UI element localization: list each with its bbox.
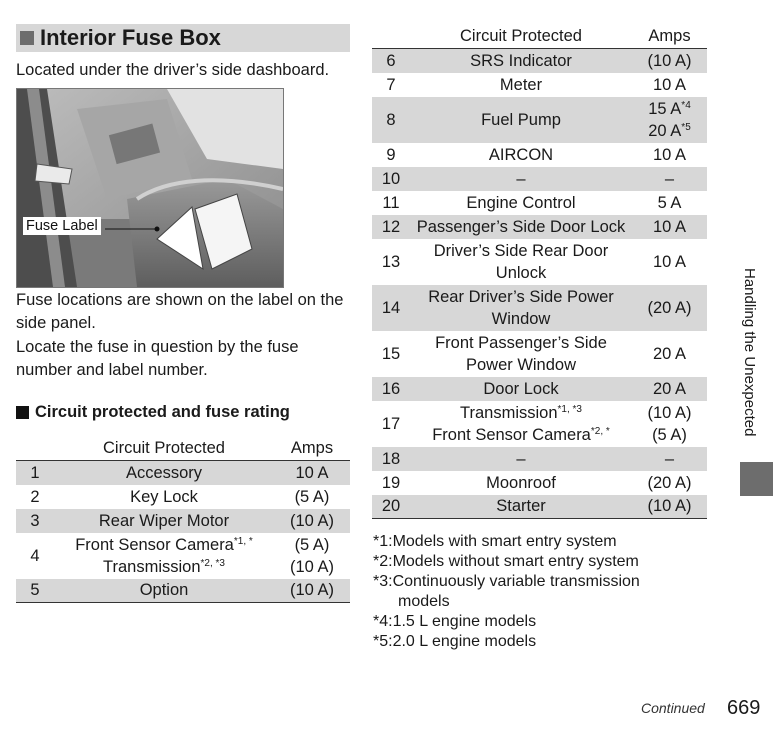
circuit-cell [410,167,632,191]
fuse-number: 12 [372,215,410,239]
fuse-number: 20 [372,495,410,519]
table-row [16,579,350,603]
amps-cell [632,239,707,285]
footnote-ref: *1, * [233,535,253,547]
section-title: Interior Fuse Box [40,25,221,50]
cell-line: (10 A) [647,403,692,422]
cell-line [632,120,707,142]
footnote-item: models [398,593,450,610]
table-row [372,143,707,167]
footnotes [373,532,640,652]
locate-fuse-text: Locate the fuse in question by the fuse number and label number. [16,338,299,379]
fuse-number: 11 [382,193,400,212]
amps-cell [632,495,707,519]
footnote-ref: *2, * [590,425,610,437]
circuit-cell [410,215,632,239]
cell-text: Transmission [103,557,201,576]
cell-line: Window [491,309,551,328]
cell-line: Power Window [465,355,577,374]
amps-cell [632,167,707,191]
cell-line: (20 A) [647,298,692,317]
cell-line: Driver’s Side Rear Door [433,241,609,260]
circuit-cell [410,191,632,215]
cell-line: Rear Driver’s Side Power [428,287,614,306]
cell-line [410,424,632,446]
cell-line: – [664,449,675,468]
cell-line: Starter [496,497,546,516]
fuse-number: 19 [381,473,401,492]
cell-text: Front Sensor Camera [432,425,591,444]
cell-line: 20 A [652,344,687,363]
amps-cell [632,401,707,447]
continued-label: Continued [641,700,705,716]
cell-text: Transmission [460,403,558,422]
footnote-ref: *5 [681,121,691,133]
cell-line: Unlock [495,263,547,282]
cell-line: (5 A) [294,487,330,506]
cell-line: – [664,169,675,188]
amps-cell [632,73,707,97]
fuse-number: 14 [372,285,410,331]
circuit-cell [54,461,274,485]
heading-square-icon [20,31,34,45]
circuit-cell [410,331,632,377]
cell-line: Fuel Pump [481,110,561,129]
table-header-row [16,436,350,461]
footnote-item: *2:Models without smart entry system [373,553,639,570]
circuit-cell [410,471,632,495]
cell-line: 10 A [652,252,687,271]
footnote-item: *4:1.5 L engine models [373,613,537,630]
table-row [16,509,350,533]
cell-line: (10 A) [289,581,335,600]
circuit-cell [410,285,632,331]
fuse-number: 15 [381,344,401,363]
circuit-cell [54,579,274,603]
cell-line: SRS Indicator [470,51,572,70]
footnote-item: *1:Models with smart entry system [373,533,617,550]
cell-line: Moonroof [486,473,556,492]
table-row [372,97,707,143]
header-no [372,24,410,49]
section-heading-bar [16,24,350,52]
circuit-cell [54,485,274,509]
amps-cell [632,331,707,377]
amps-cell [274,509,350,533]
footnote-ref: *2, *3 [200,557,225,569]
footnote-item: *3:Continuously variable transmission [373,573,640,590]
cell-line [54,534,274,556]
circuit-cell [410,49,632,73]
chapter-side-text: Handling the Unexpected [741,268,758,437]
circuit-cell [410,73,632,97]
table-row [372,215,707,239]
cell-line: (10 A) [289,511,335,530]
fuse-number: 8 [372,97,410,143]
cell-line: 20 A [652,379,687,398]
cell-line: Passenger’s Side Door Lock [416,217,626,236]
amps-cell [632,471,707,495]
cell-text: Front Sensor Camera [75,535,234,554]
cell-line [54,556,274,578]
fuse-number: 4 [30,546,40,565]
footnote-item: *5:2.0 L engine models [373,633,537,650]
page-number: 669 [727,697,761,719]
cell-line: AIRCON [488,145,554,164]
circuit-cell [410,495,632,519]
fuse-table-right [372,24,707,519]
header-amps: Amps [274,436,350,461]
cell-line: (5 A) [294,535,330,554]
circuit-cell [410,377,632,401]
circuit-cell [410,97,632,143]
cell-line: (5 A) [652,425,687,444]
fuse-number: 16 [372,377,410,401]
amps-cell [274,533,350,579]
table-row [372,471,707,495]
cell-line: – [516,449,526,468]
cell-text: 15 A [648,99,682,118]
table-row [16,461,350,485]
amps-cell [274,579,350,603]
amps-cell [632,377,707,401]
circuit-cell [410,239,632,285]
subheading [16,403,290,422]
footnote-ref: *4 [681,99,691,111]
circuit-cell [410,447,632,471]
table-row [372,167,707,191]
fuse-label-callout: Fuse Label [23,217,101,235]
header-no [16,436,54,461]
cell-line: Rear Wiper Motor [98,511,230,530]
amps-cell [632,143,707,167]
circuit-cell [410,143,632,167]
table-row [372,49,707,73]
fuse-number: 2 [30,487,40,506]
table-header-row [372,24,707,49]
fuse-number: 18 [372,447,410,471]
cell-line: (10 A) [289,557,335,576]
fuse-box-photo [16,88,284,288]
cell-line: 10 A [652,145,687,164]
cell-line: 10 A [295,463,329,482]
cell-line: (10 A) [647,497,692,516]
cell-line: Front Passenger’s Side [435,333,607,352]
amps-cell [632,49,707,73]
cell-line [632,98,707,120]
fuse-number: 17 [381,414,401,433]
cell-text: 20 A [648,121,682,140]
cell-line: 10 A [652,217,687,236]
cell-line [410,402,632,424]
fuse-number: 1 [16,461,54,485]
fuse-number: 5 [16,579,54,603]
amps-cell [632,215,707,239]
chapter-tab-marker [740,462,773,496]
table-row [372,285,707,331]
cell-line: Key Lock [130,487,198,506]
amps-cell [632,447,707,471]
footnote-ref: *1, *3 [557,403,582,415]
fuse-number: 6 [372,49,410,73]
circuit-cell [54,509,274,533]
fuse-number: 10 [372,167,410,191]
cell-line: Engine Control [466,193,576,212]
cell-line: Door Lock [483,379,559,398]
table-row [372,239,707,285]
cell-line: (10 A) [647,51,692,70]
amps-cell [274,485,350,509]
label-location-text: Fuse locations are shown on the label on the side panel. [16,291,344,332]
cell-line: 5 A [657,193,682,212]
amps-cell [632,97,707,143]
amps-cell [632,191,707,215]
table-row [372,401,707,447]
header-circuit: Circuit Protected [410,24,632,49]
table-row [372,447,707,471]
table-row [372,191,707,215]
cell-line: (20 A) [647,473,692,492]
cell-line: 10 A [652,75,687,94]
table-row [16,485,350,509]
chapter-side-label [740,268,760,458]
fuse-number: 3 [16,509,54,533]
table-row [372,331,707,377]
table-row [372,377,707,401]
amps-cell [632,285,707,331]
cell-line: – [516,169,526,188]
fuse-table-left [16,436,350,603]
subheading-text: Circuit protected and fuse rating [35,403,290,421]
table-row [16,533,350,579]
cell-line: Meter [499,75,543,94]
header-amps: Amps [632,24,707,49]
cell-line: Option [139,581,189,600]
fuse-number: 9 [386,145,396,164]
dashboard-illustration [17,89,283,287]
fuse-number: 13 [381,252,401,271]
table-row [372,73,707,97]
amps-cell [274,461,350,485]
circuit-cell [54,533,274,579]
subheading-square-icon [16,406,29,419]
circuit-cell [410,401,632,447]
intro-text: Located under the driver’s side dashboard. [16,61,330,79]
table-row [372,495,707,519]
fuse-number: 7 [386,75,396,94]
header-circuit: Circuit Protected [54,436,274,461]
cell-line: Accessory [125,463,203,482]
